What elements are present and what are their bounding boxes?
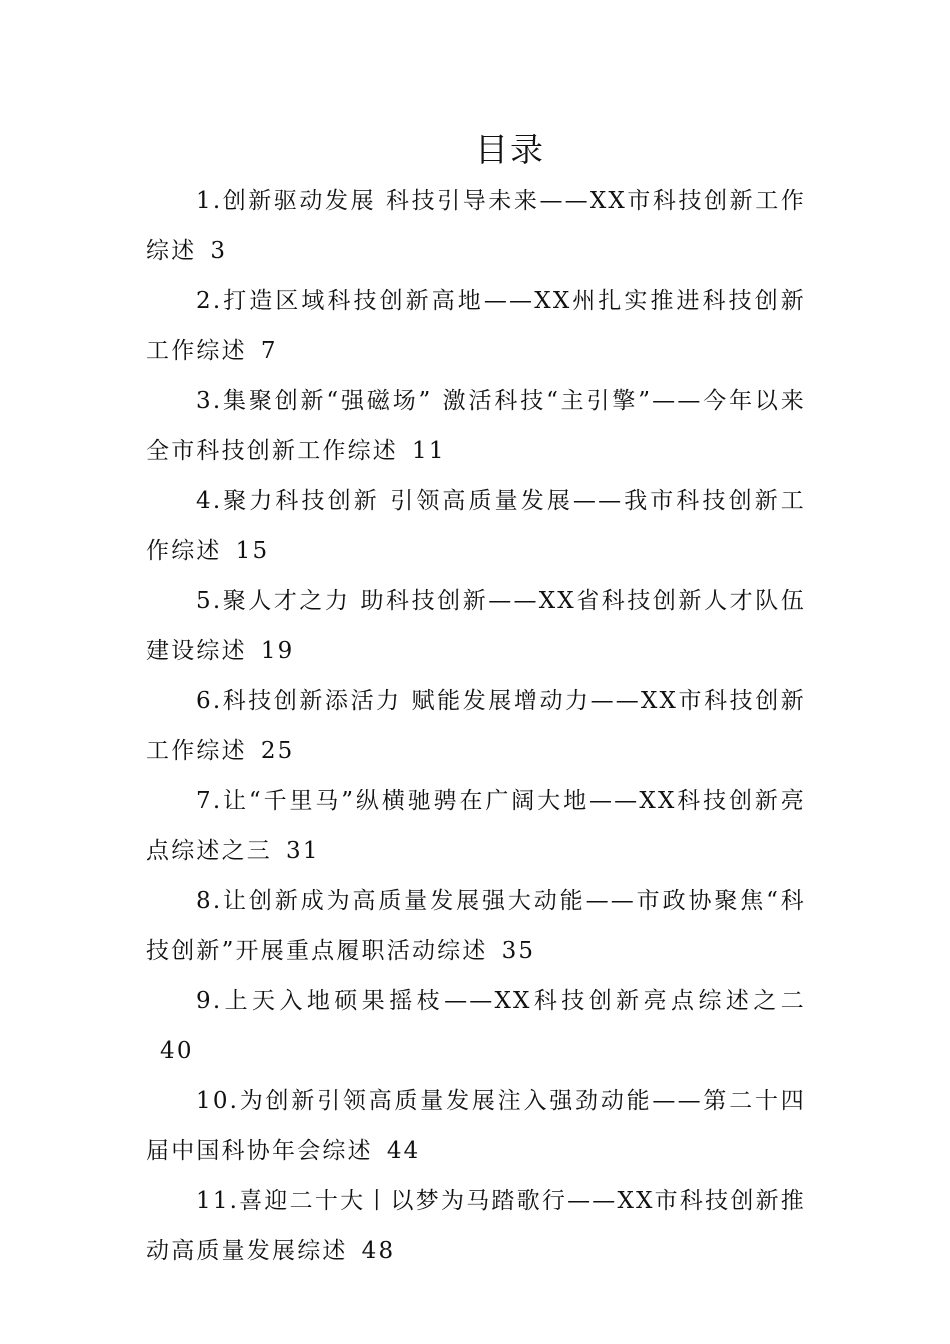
toc-page-number: 25	[260, 738, 295, 764]
toc-entry-10[interactable]	[146, 1076, 806, 1176]
toc-entry-text: 10.为创新引领高质量发展注入强劲动能——第二十四届中国科协年会综述	[146, 1088, 806, 1164]
toc-page-number: 44	[386, 1138, 421, 1164]
toc-page-number: 35	[501, 938, 536, 964]
toc-entry-6[interactable]	[146, 676, 806, 776]
toc-title: 目录	[475, 130, 545, 169]
toc-entry-1[interactable]	[146, 176, 806, 276]
toc-entry-8[interactable]	[146, 876, 806, 976]
toc-entry-9[interactable]	[146, 976, 806, 1076]
toc-entry-2[interactable]	[146, 276, 806, 376]
toc-page-number: 11	[412, 438, 446, 464]
toc-page-number: 7	[260, 338, 278, 364]
toc-entry-text: 7.让“千里马”纵横驰骋在广阔大地——XX科技创新亮点综述之三	[146, 788, 806, 864]
toc-page-number: 3	[210, 238, 228, 264]
toc-entry-5[interactable]	[146, 576, 806, 676]
toc-entry-text: 6.科技创新添活力 赋能发展增动力——XX市科技创新工作综述	[146, 688, 806, 764]
toc-entry-text: 1.创新驱动发展 科技引导未来——XX市科技创新工作综述	[146, 188, 806, 264]
toc-page-number: 48	[361, 1238, 396, 1264]
toc-entry-text: 4.聚力科技创新 引领高质量发展——我市科技创新工作综述	[146, 488, 806, 564]
toc-entry-text: 9.上天入地硕果摇枝——XX科技创新亮点综述之二	[196, 988, 806, 1014]
toc-entry-text: 3.集聚创新“强磁场” 激活科技“主引擎”——今年以来全市科技创新工作综述	[146, 388, 806, 464]
table-of-contents	[146, 176, 806, 1276]
toc-page-number: 19	[260, 638, 295, 664]
toc-page-number: 15	[235, 538, 270, 564]
toc-entry-text: 2.打造区域科技创新高地——XX州扎实推进科技创新工作综述	[146, 288, 806, 364]
toc-entry-7[interactable]	[146, 776, 806, 876]
toc-page-number: 31	[286, 838, 320, 864]
toc-entry-text: 11.喜迎二十大丨以梦为马踏歌行——XX市科技创新推动高质量发展综述	[146, 1188, 806, 1264]
toc-entry-text: 5.聚人才之力 助科技创新——XX省科技创新人才队伍建设综述	[146, 588, 806, 664]
toc-entry-text: 8.让创新成为高质量发展强大动能——市政协聚焦“科技创新”开展重点履职活动综述	[146, 888, 806, 964]
toc-entry-4[interactable]	[146, 476, 806, 576]
toc-entry-11[interactable]	[146, 1176, 806, 1276]
toc-entry-3[interactable]	[146, 376, 806, 476]
toc-page-number: 40	[160, 1038, 194, 1064]
